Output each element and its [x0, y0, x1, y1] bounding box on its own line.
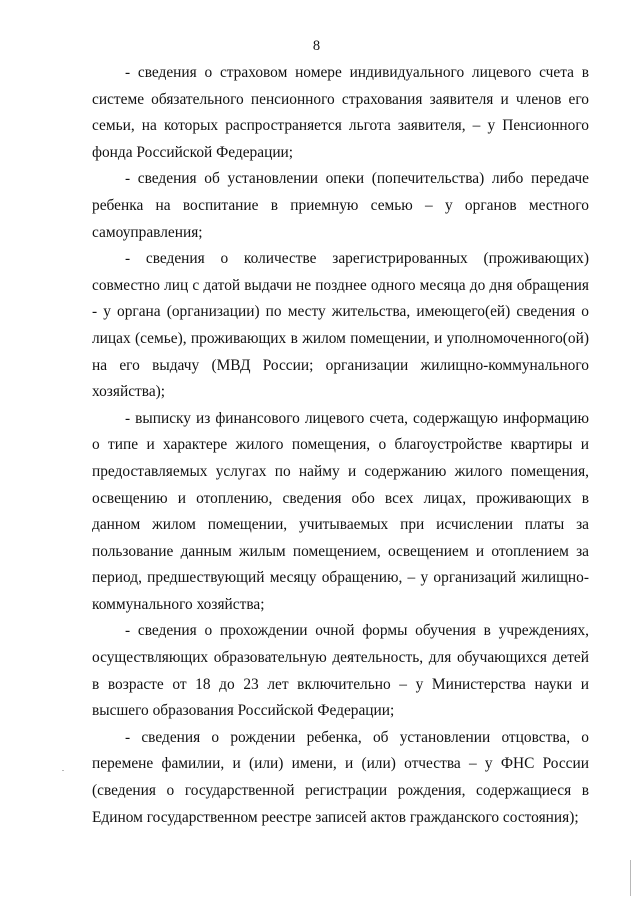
paragraph-financial-account-extract: - выписку из финансового лицевого счета, содержащую информацию о типе и характере жилого помещения, о благоустройстве квартиры и предоставляемых услугах по найму и содержанию жилого помещения, освещению и отоплению, сведения обо всех лицах, проживающих в данном жилом помещении, учитываемых при исчислении платы за пользование данным жилым помещением, освещением и отоплением за период, предшествующий месяцу обращению, – у организаций жилищно-коммунального хозяйства;	[92, 409, 589, 613]
scan-artifact	[62, 770, 64, 771]
paragraph-registered-persons: - сведения о количестве зарегистрированных (проживающих) совместно лиц с датой выдачи не позднее одного месяца до дня обращения - у органа (организации) по месту жительства, имеющего(ей) сведения о лицах (семье), проживающих в жилом помещении, и уполномоченного(ой) на его выдачу (МВД России; организации жилищно-коммунального хозяйства);	[92, 250, 589, 401]
paragraph-guardianship: - сведения об установлении опеки (попечительства) либо передаче ребенка на воспитание в приемную семью – у органов местного самоуправления;	[92, 170, 589, 241]
paragraph-insurance-number: - сведения о страховом номере индивидуального лицевого счета в системе обязательного пенсионного страхования заявителя и членов его семьи, на которых распространяется льгота заявителя, – у Пенсионного фонда Российской Федерации;	[92, 64, 589, 161]
document-body	[92, 60, 589, 831]
scan-artifact	[630, 860, 631, 896]
paragraph-full-time-education: - сведения о прохождении очной формы обучения в учреждениях, осуществляющих образовательную деятельность, для обучающихся детей в возрасте от 18 до 23 лет включительно – у Министерства науки и высшего образования Российской Федерации;	[92, 622, 589, 720]
paragraph-birth-records: - сведения о рождении ребенка, об установлении отцовства, о перемене фамилии, и (или) имени, и (или) отчества – у ФНС России (сведения о государственной регистрации рождения, содержащиеся в Едином государственном реестре записей актов гражданского состояния);	[92, 728, 589, 826]
page-number: 8	[312, 38, 321, 54]
